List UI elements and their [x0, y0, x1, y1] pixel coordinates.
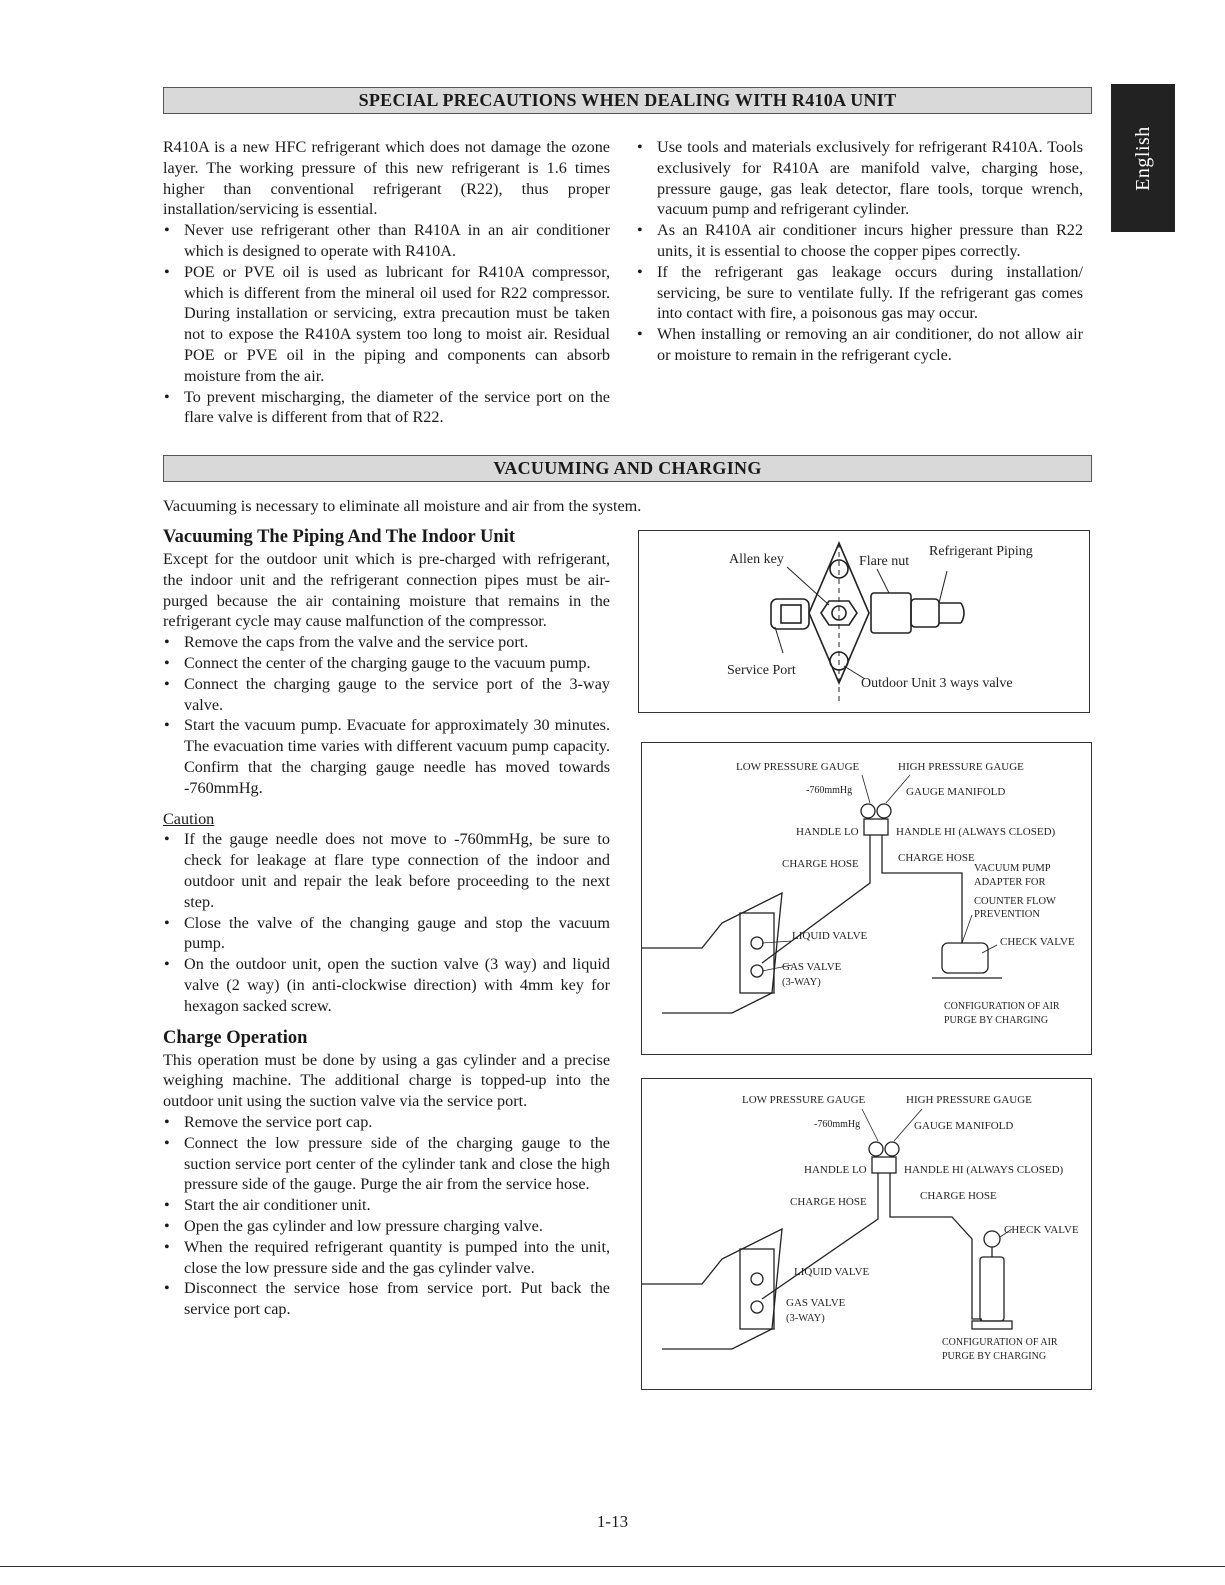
counter-flow-label: COUNTER FLOW: [974, 896, 1056, 907]
charge-paragraph: This operation must be done by using a gas cylinder and a precise weighing machine. The additional charge is topped-up into the outdoor unit using the suction valve via the service port.: [163, 1050, 610, 1111]
list-item: • Connect the charging gauge to the service port of the 3-way valve.: [163, 674, 610, 716]
outdoor-valve-label: Outdoor Unit 3 ways valve: [861, 676, 1013, 691]
low-gauge: [869, 1142, 883, 1156]
vacuum-diagram: [642, 743, 1091, 1054]
three-way-label: (3-WAY): [786, 1313, 825, 1324]
list-item: • POE or PVE oil is used as lubricant for R410A compressor, which is different from the mineral oil used for R22 compressor. During installation or servicing, extra precaution must be taken not to expose the R410A system too long to moist air. Residual POE or PVE oil in the piping and components can absorb moisture from the air.: [163, 262, 610, 387]
list-item: • Start the air conditioner unit.: [163, 1195, 610, 1216]
charge-operation-heading: Charge Operation: [163, 1027, 308, 1048]
list-item: • Connect the low pressure side of the charging gauge to the suction service port center of the cylinder tank and close the high pressure side of the gauge. Purge the air from the service hose.: [163, 1133, 610, 1195]
list-item: • When installing or removing an air conditioner, do not allow air or moisture to remain in the refrigerant cycle.: [636, 324, 1083, 366]
flare-nut-label: Flare nut: [859, 554, 910, 569]
configuration-label: CONFIGURATION OF AIR: [944, 1001, 1060, 1012]
check-valve-label: CHECK VALVE: [1000, 936, 1075, 948]
vacuum-pump-label: VACUUM PUMP: [974, 863, 1051, 874]
mmhg-label: -760mmHg: [806, 785, 853, 796]
gas-valve-label: GAS VALVE: [786, 1297, 846, 1309]
list-item: • Use tools and materials exclusively for refrigerant R410A. Tools exclusively for R410A are manifold valve, charging hose, pressure gauge, gas leak detector, flare tools, torque wrench, vacuum pump and refrigerant cylinder.: [636, 137, 1083, 220]
figure-vacuum-pump-setup: [641, 742, 1092, 1055]
precautions-intro: R410A is a new HFC refrigerant which does not damage the ozone layer. The working pressure of this new refrigerant is 1.6 times higher than conventional refrigerant (R22), thus proper installation/servicing is essential.: [163, 138, 610, 219]
list-item: • To prevent mischarging, the diameter of the service port on the flare valve is different from that of R22.: [163, 387, 610, 429]
section-heading-vacuuming-charging: VACUUMING AND CHARGING: [163, 455, 1092, 482]
list-item: • As an R410A air conditioner incurs higher pressure than R22 units, it is essential to choose the copper pipes correctly.: [636, 220, 1083, 262]
list-item: • Remove the caps from the valve and the service port.: [163, 632, 610, 653]
handle-hi-label: HANDLE HI (ALWAYS CLOSED): [904, 1164, 1064, 1176]
list-item: • Disconnect the service hose from service port. Put back the service port cap.: [163, 1278, 610, 1320]
mmhg-label: -760mmHg: [814, 1119, 861, 1130]
gas-valve-label: GAS VALVE: [782, 961, 842, 973]
list-item: • When the required refrigerant quantity is pumped into the unit, close the low pressure side and the gas cylinder valve.: [163, 1237, 610, 1279]
check-valve-label: CHECK VALVE: [1004, 1224, 1079, 1236]
list-item: • If the gauge needle does not move to -760mmHg, be sure to check for leakage at flare type connection of the indoor and outdoor unit and repair the leak before proceeding to the next step.: [163, 829, 610, 912]
low-gauge: [861, 804, 875, 818]
gauge-manifold-label: GAUGE MANIFOLD: [906, 786, 1006, 798]
list-item: • Start the vacuum pump. Evacuate for approximately 30 minutes. The evacuation time varies with different vacuum pump capacity. Confirm that the charging gauge needle has moved towards -760mmHg.: [163, 715, 610, 798]
vacuuming-paragraph: Except for the outdoor unit which is pre-charged with refrigerant, the indoor unit and the refrigerant connection pipes must be air-purged because the air containing moisture that remains in the refrigerant cycle may cause malfunction of the compressor.: [163, 550, 610, 631]
page-number: 1-13: [596, 1512, 629, 1531]
list-item: • Remove the service port cap.: [163, 1112, 610, 1133]
list-item: • Close the valve of the changing gauge and stop the vacuum pump.: [163, 913, 610, 955]
high-pressure-gauge-label: HIGH PRESSURE GAUGE: [898, 761, 1024, 773]
list-item: • On the outdoor unit, open the suction valve (3 way) and liquid valve (2 way) (in anti-clockwise direction) with 4mm key for hexagon sacked screw.: [163, 954, 610, 1016]
handle-lo-label: HANDLE LO: [796, 826, 859, 838]
list-item: • Open the gas cylinder and low pressure charging valve.: [163, 1216, 610, 1237]
charge-hose-right-label: CHARGE HOSE: [898, 852, 975, 864]
high-gauge: [877, 804, 891, 818]
purge-label: PURGE BY CHARGING: [942, 1351, 1047, 1362]
list-item: • Connect the center of the charging gauge to the vacuum pump.: [163, 653, 610, 674]
section-heading-special-precautions: SPECIAL PRECAUTIONS WHEN DEALING WITH R410A UNIT: [163, 87, 1092, 114]
configuration-label: CONFIGURATION OF AIR: [942, 1337, 1058, 1348]
list-item: • Never use refrigerant other than R410A in an air conditioner which is designed to operate with R410A.: [163, 220, 610, 262]
precautions-right-column: [636, 137, 1083, 366]
handle-hi-label: HANDLE HI (ALWAYS CLOSED): [896, 826, 1056, 838]
refrigerant-piping-label: Refrigerant Piping: [929, 544, 1033, 559]
charge-hose-right-label: CHARGE HOSE: [920, 1190, 997, 1202]
figure-gas-cylinder-setup: [641, 1078, 1092, 1390]
liquid-valve-label: LIQUID VALVE: [792, 930, 868, 942]
footer-divider: [0, 1566, 1225, 1567]
figure-three-way-valve: [638, 530, 1090, 713]
high-gauge: [885, 1142, 899, 1156]
vacuuming-heading: Vacuuming The Piping And The Indoor Unit: [163, 527, 515, 547]
vacuuming-column: [163, 526, 610, 1320]
high-pressure-gauge-label: HIGH PRESSURE GAUGE: [906, 1094, 1032, 1106]
charging-diagram: [642, 1079, 1091, 1389]
vacuuming-intro: Vacuuming is necessary to eliminate all moisture and air from the system.: [163, 497, 642, 515]
service-port-label: Service Port: [727, 663, 796, 678]
caution-label: Caution: [163, 809, 215, 828]
three-way-label: (3-WAY): [782, 977, 821, 988]
handle-lo-label: HANDLE LO: [804, 1164, 867, 1176]
language-tab: [1111, 84, 1175, 232]
charge-hose-left-label: CHARGE HOSE: [790, 1196, 867, 1208]
low-pressure-gauge-label: LOW PRESSURE GAUGE: [736, 761, 860, 773]
gauge-manifold-label: GAUGE MANIFOLD: [914, 1120, 1014, 1132]
prevention-label: PREVENTION: [974, 909, 1040, 920]
purge-label: PURGE BY CHARGING: [944, 1015, 1049, 1026]
charge-hose-left-label: CHARGE HOSE: [782, 858, 859, 870]
precautions-left-column: [163, 137, 610, 428]
adapter-for-label: ADAPTER FOR: [974, 877, 1046, 888]
language-tab-label: English: [1131, 125, 1154, 191]
low-pressure-gauge-label: LOW PRESSURE GAUGE: [742, 1094, 866, 1106]
liquid-valve-label: LIQUID VALVE: [794, 1266, 870, 1278]
list-item: • If the refrigerant gas leakage occurs during installation/ servicing, be sure to ventilate fully. If the refrigerant gas comes into contact with fire, a poisonous gas may occur.: [636, 262, 1083, 324]
valve-diagram: [639, 531, 1089, 712]
allen-key-label: Allen key: [729, 552, 784, 567]
